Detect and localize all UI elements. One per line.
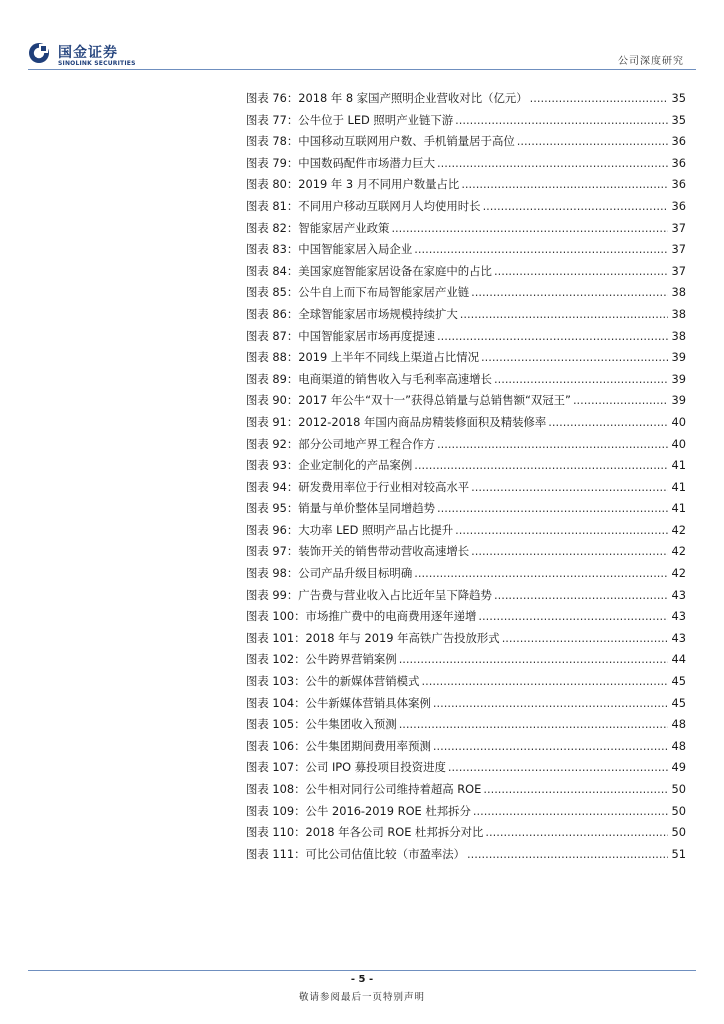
toc-entry-page: 41 [671, 479, 686, 494]
toc-entry-label: 图表 78： [246, 134, 299, 149]
toc-leader-dots [530, 88, 668, 110]
toc-entry-page: 40 [671, 414, 686, 429]
toc-entry-page: 36 [671, 177, 686, 192]
toc-entry-page: 45 [671, 695, 686, 710]
toc-entry[interactable] [246, 390, 686, 412]
toc-entry-page: 43 [671, 587, 686, 602]
toc-leader-dots [548, 412, 668, 434]
toc-entry-label: 图表 106： [246, 738, 306, 753]
toc-leader-dots [471, 477, 668, 499]
toc-entry-label: 图表 107： [246, 760, 306, 775]
header-divider [28, 69, 696, 70]
toc-entry-label: 图表 111： [246, 846, 306, 861]
toc-entry-label: 图表 82： [246, 220, 299, 235]
toc-entry[interactable] [246, 520, 686, 542]
toc-entry-label: 图表 89： [246, 371, 299, 386]
toc-entry[interactable] [246, 196, 686, 218]
page-number: - 5 - [350, 974, 374, 985]
toc-entry-page: 42 [671, 544, 686, 559]
toc-entry[interactable] [246, 671, 686, 693]
toc-entry-page: 36 [671, 134, 686, 149]
toc-entry[interactable] [246, 822, 686, 844]
toc-entry-label: 图表 95： [246, 501, 299, 516]
toc-entry[interactable] [246, 541, 686, 563]
toc-entry-title: 全球智能家居市场规模持续扩大 [298, 306, 458, 321]
toc-entry-label: 图表 85： [246, 285, 299, 300]
toc-entry-page: 50 [671, 782, 686, 796]
toc-leader-dots [414, 455, 668, 477]
toc-leader-dots [461, 174, 668, 196]
toc-entry-label: 图表 109： [246, 803, 306, 818]
toc-leader-dots [433, 736, 668, 758]
toc-entry-page: 36 [671, 155, 686, 170]
toc-entry-page: 38 [671, 328, 686, 343]
toc-leader-dots [494, 585, 668, 607]
toc-leader-dots [483, 196, 668, 218]
toc-entry-title: 公牛自上而下布局智能家居产业链 [298, 285, 470, 300]
toc-entry[interactable] [246, 110, 686, 132]
toc-leader-dots [421, 671, 668, 693]
toc-entry-page: 36 [671, 198, 686, 213]
toc-entry-page: 45 [671, 674, 686, 689]
toc-entry-page: 42 [671, 522, 686, 537]
toc-entry-title: 公牛 2016-2019 ROE 杜邦拆分 [305, 803, 471, 818]
toc-entry[interactable] [246, 88, 686, 110]
toc-entry[interactable] [246, 304, 686, 326]
toc-leader-dots [494, 369, 668, 391]
toc-entry-title: 公牛位于 LED 照明产业链下游 [298, 112, 454, 127]
toc-entry-page: 42 [671, 566, 686, 581]
toc-entry[interactable] [246, 801, 686, 823]
toc-entry-label: 图表 94： [246, 479, 299, 494]
toc-entry-label: 图表 76： [246, 91, 299, 105]
toc-leader-dots [399, 714, 668, 736]
toc-entry[interactable] [246, 455, 686, 477]
toc-entry-title: 不同用户移动互联网月人均使用时长 [298, 198, 481, 213]
footer-divider [28, 970, 696, 971]
toc-entry-title: 2019 年 3 月不同用户数量占比 [298, 177, 460, 192]
toc-entry[interactable] [246, 736, 686, 758]
toc-leader-dots [455, 110, 668, 132]
toc-entry-page: 38 [671, 285, 686, 300]
report-type: 公司深度研究 [618, 56, 684, 67]
toc-entry-title: 公牛跨界营销案例 [305, 652, 397, 667]
toc-entry[interactable] [246, 239, 686, 261]
toc-entry-page: 37 [671, 220, 686, 235]
toc-entry[interactable] [246, 174, 686, 196]
company-logo [28, 40, 148, 70]
logo-english-name: SINOLINK SECURITIES [58, 60, 136, 67]
toc-entry-title: 中国智能家居入局企业 [298, 242, 413, 257]
toc-entry-page: 43 [671, 609, 686, 624]
toc-leader-dots [437, 434, 668, 456]
toc-leader-dots [437, 498, 668, 520]
toc-entry-title: 研发费用率位于行业相对较高水平 [298, 479, 470, 494]
toc-entry-title: 2019 上半年不同线上渠道占比情况 [298, 350, 479, 365]
toc-entry-title: 智能家居产业政策 [298, 220, 390, 235]
toc-entry-title: 中国智能家居市场再度提速 [298, 328, 435, 343]
toc-entry-label: 图表 108： [246, 782, 306, 796]
toc-entry-page: 41 [671, 501, 686, 516]
toc-entry-label: 图表 83： [246, 242, 299, 257]
toc-entry-page: 50 [671, 825, 686, 840]
toc-entry-label: 图表 100： [246, 609, 306, 624]
toc-entry-label: 图表 90： [246, 393, 299, 408]
toc-entry-title: 中国数码配件市场潜力巨大 [298, 155, 435, 170]
toc-leader-dots [478, 606, 668, 628]
toc-entry-label: 图表 92： [246, 436, 299, 451]
toc-entry-label: 图表 101： [246, 630, 306, 645]
toc-entry[interactable] [246, 628, 686, 650]
toc-entry[interactable] [246, 434, 686, 456]
toc-entry-title: 市场推广费中的电商费用逐年递增 [305, 609, 477, 624]
toc-entry-title: 电商渠道的销售收入与毛利率高速增长 [298, 371, 492, 386]
toc-entry-title: 部分公司地产界工程合作方 [298, 436, 435, 451]
toc-entry[interactable] [246, 585, 686, 607]
toc-entry[interactable] [246, 606, 686, 628]
toc-leader-dots [502, 628, 668, 650]
toc-leader-dots [399, 649, 668, 671]
toc-entry[interactable] [246, 131, 686, 153]
toc-leader-dots [414, 563, 668, 585]
toc-entry-title: 企业定制化的产品案例 [298, 458, 413, 473]
toc-entry[interactable] [246, 649, 686, 671]
toc-leader-dots [485, 822, 668, 844]
toc-entry[interactable] [246, 693, 686, 715]
toc-entry-label: 图表 86： [246, 306, 299, 321]
toc-entry-label: 图表 96： [246, 522, 299, 537]
toc-entry-label: 图表 91： [246, 414, 299, 429]
toc-entry-title: 广告费与营业收入占比近年呈下降趋势 [298, 587, 492, 602]
toc-entry-title: 美国家庭智能家居设备在家庭中的占比 [298, 263, 492, 278]
toc-entry-label: 图表 80： [246, 177, 299, 192]
toc-entry-label: 图表 110： [246, 825, 306, 840]
toc-leader-dots [437, 153, 668, 175]
toc-entry-page: 35 [671, 112, 686, 127]
toc-leader-dots [494, 261, 668, 283]
toc-entry-title: 公牛的新媒体营销模式 [305, 674, 420, 689]
toc-entry-label: 图表 84： [246, 263, 299, 278]
toc-entry-title: 销量与单价整体呈同增趋势 [298, 501, 435, 516]
toc-leader-dots [460, 304, 668, 326]
figure-index-list [246, 88, 686, 865]
toc-entry-label: 图表 88： [246, 350, 299, 365]
toc-entry[interactable] [246, 477, 686, 499]
toc-entry-label: 图表 97： [246, 544, 299, 559]
toc-entry[interactable] [246, 347, 686, 369]
toc-entry-title: 2018 年 8 家国产照明企业营收对比（亿元） [298, 91, 528, 105]
toc-entry-page: 39 [671, 371, 686, 386]
toc-entry-title: 公司产品升级目标明确 [298, 566, 413, 581]
toc-entry-title: 公司 IPO 募投项目投资进度 [305, 760, 446, 775]
toc-entry[interactable] [246, 779, 686, 801]
toc-entry[interactable] [246, 498, 686, 520]
logo-chinese-name: 国金证券 [58, 45, 118, 61]
toc-leader-dots [467, 844, 668, 866]
toc-entry[interactable] [246, 412, 686, 434]
toc-entry-label: 图表 102： [246, 652, 306, 667]
toc-leader-dots [391, 218, 668, 240]
toc-entry-title: 2018 年各公司 ROE 杜邦拆分对比 [305, 825, 484, 840]
toc-entry-page: 35 [671, 91, 686, 105]
toc-entry-page: 48 [671, 738, 686, 753]
toc-leader-dots [517, 131, 668, 153]
toc-entry[interactable] [246, 282, 686, 304]
toc-leader-dots [481, 347, 668, 369]
toc-entry-title: 可比公司估值比较（市盈率法） [305, 846, 466, 861]
toc-entry-label: 图表 103： [246, 674, 306, 689]
toc-entry-label: 图表 105： [246, 717, 306, 732]
toc-leader-dots [473, 801, 668, 823]
toc-leader-dots [471, 541, 668, 563]
toc-entry-label: 图表 81： [246, 198, 299, 213]
footer-disclaimer: 敬请参阅最后一页特别声明 [298, 992, 425, 1003]
toc-entry-page: 43 [671, 630, 686, 645]
toc-entry-title: 2018 年与 2019 年高铁广告投放形式 [305, 630, 500, 645]
toc-entry[interactable] [246, 326, 686, 348]
toc-entry-label: 图表 87： [246, 328, 299, 343]
toc-leader-dots [448, 757, 668, 779]
toc-entry[interactable] [246, 757, 686, 779]
toc-entry-page: 37 [671, 263, 686, 278]
toc-entry-label: 图表 98： [246, 566, 299, 581]
toc-entry[interactable] [246, 563, 686, 585]
toc-entry-page: 38 [671, 306, 686, 321]
toc-entry-title: 2017 年公牛“双十一”获得总销量与总销售额“双冠王” [298, 393, 571, 408]
toc-entry-label: 图表 93： [246, 458, 299, 473]
toc-entry[interactable] [246, 261, 686, 283]
toc-entry-label: 图表 99： [246, 587, 299, 602]
toc-entry-title: 公牛相对同行公司维持着超高 ROE [305, 782, 482, 796]
toc-entry-page: 40 [671, 436, 686, 451]
toc-leader-dots [471, 282, 668, 304]
toc-entry-page: 48 [671, 717, 686, 732]
toc-entry-page: 41 [671, 458, 686, 473]
toc-leader-dots [455, 520, 668, 542]
sinolink-logo-icon [28, 42, 50, 64]
toc-entry[interactable] [246, 844, 686, 866]
toc-entry-page: 49 [671, 760, 686, 775]
toc-entry-page: 44 [671, 652, 686, 667]
toc-entry[interactable] [246, 369, 686, 391]
toc-leader-dots [573, 390, 668, 412]
toc-entry-label: 图表 77： [246, 112, 299, 127]
toc-entry-title: 公牛新媒体营销具体案例 [305, 695, 431, 710]
toc-entry-title: 公牛集团期间费用率预测 [305, 738, 431, 753]
toc-entry-page: 39 [671, 350, 686, 365]
toc-entry-title: 公牛集团收入预测 [305, 717, 397, 732]
toc-entry-title: 大功率 LED 照明产品占比提升 [298, 522, 454, 537]
toc-entry-page: 51 [671, 846, 686, 861]
toc-entry-title: 中国移动互联网用户数、手机销量居于高位 [298, 134, 515, 149]
toc-entry-title: 2012-2018 年国内商品房精装修面积及精装修率 [298, 414, 547, 429]
toc-entry-page: 50 [671, 803, 686, 818]
toc-entry-label: 图表 79： [246, 155, 299, 170]
toc-leader-dots [483, 779, 668, 801]
toc-leader-dots [414, 239, 668, 261]
toc-entry-page: 37 [671, 242, 686, 257]
toc-leader-dots [437, 326, 668, 348]
toc-entry-page: 39 [671, 393, 686, 408]
toc-entry[interactable] [246, 218, 686, 240]
toc-entry-label: 图表 104： [246, 695, 306, 710]
toc-entry[interactable] [246, 153, 686, 175]
toc-entry-title: 装饰开关的销售带动营收高速增长 [298, 544, 470, 559]
toc-leader-dots [433, 693, 668, 715]
toc-entry[interactable] [246, 714, 686, 736]
